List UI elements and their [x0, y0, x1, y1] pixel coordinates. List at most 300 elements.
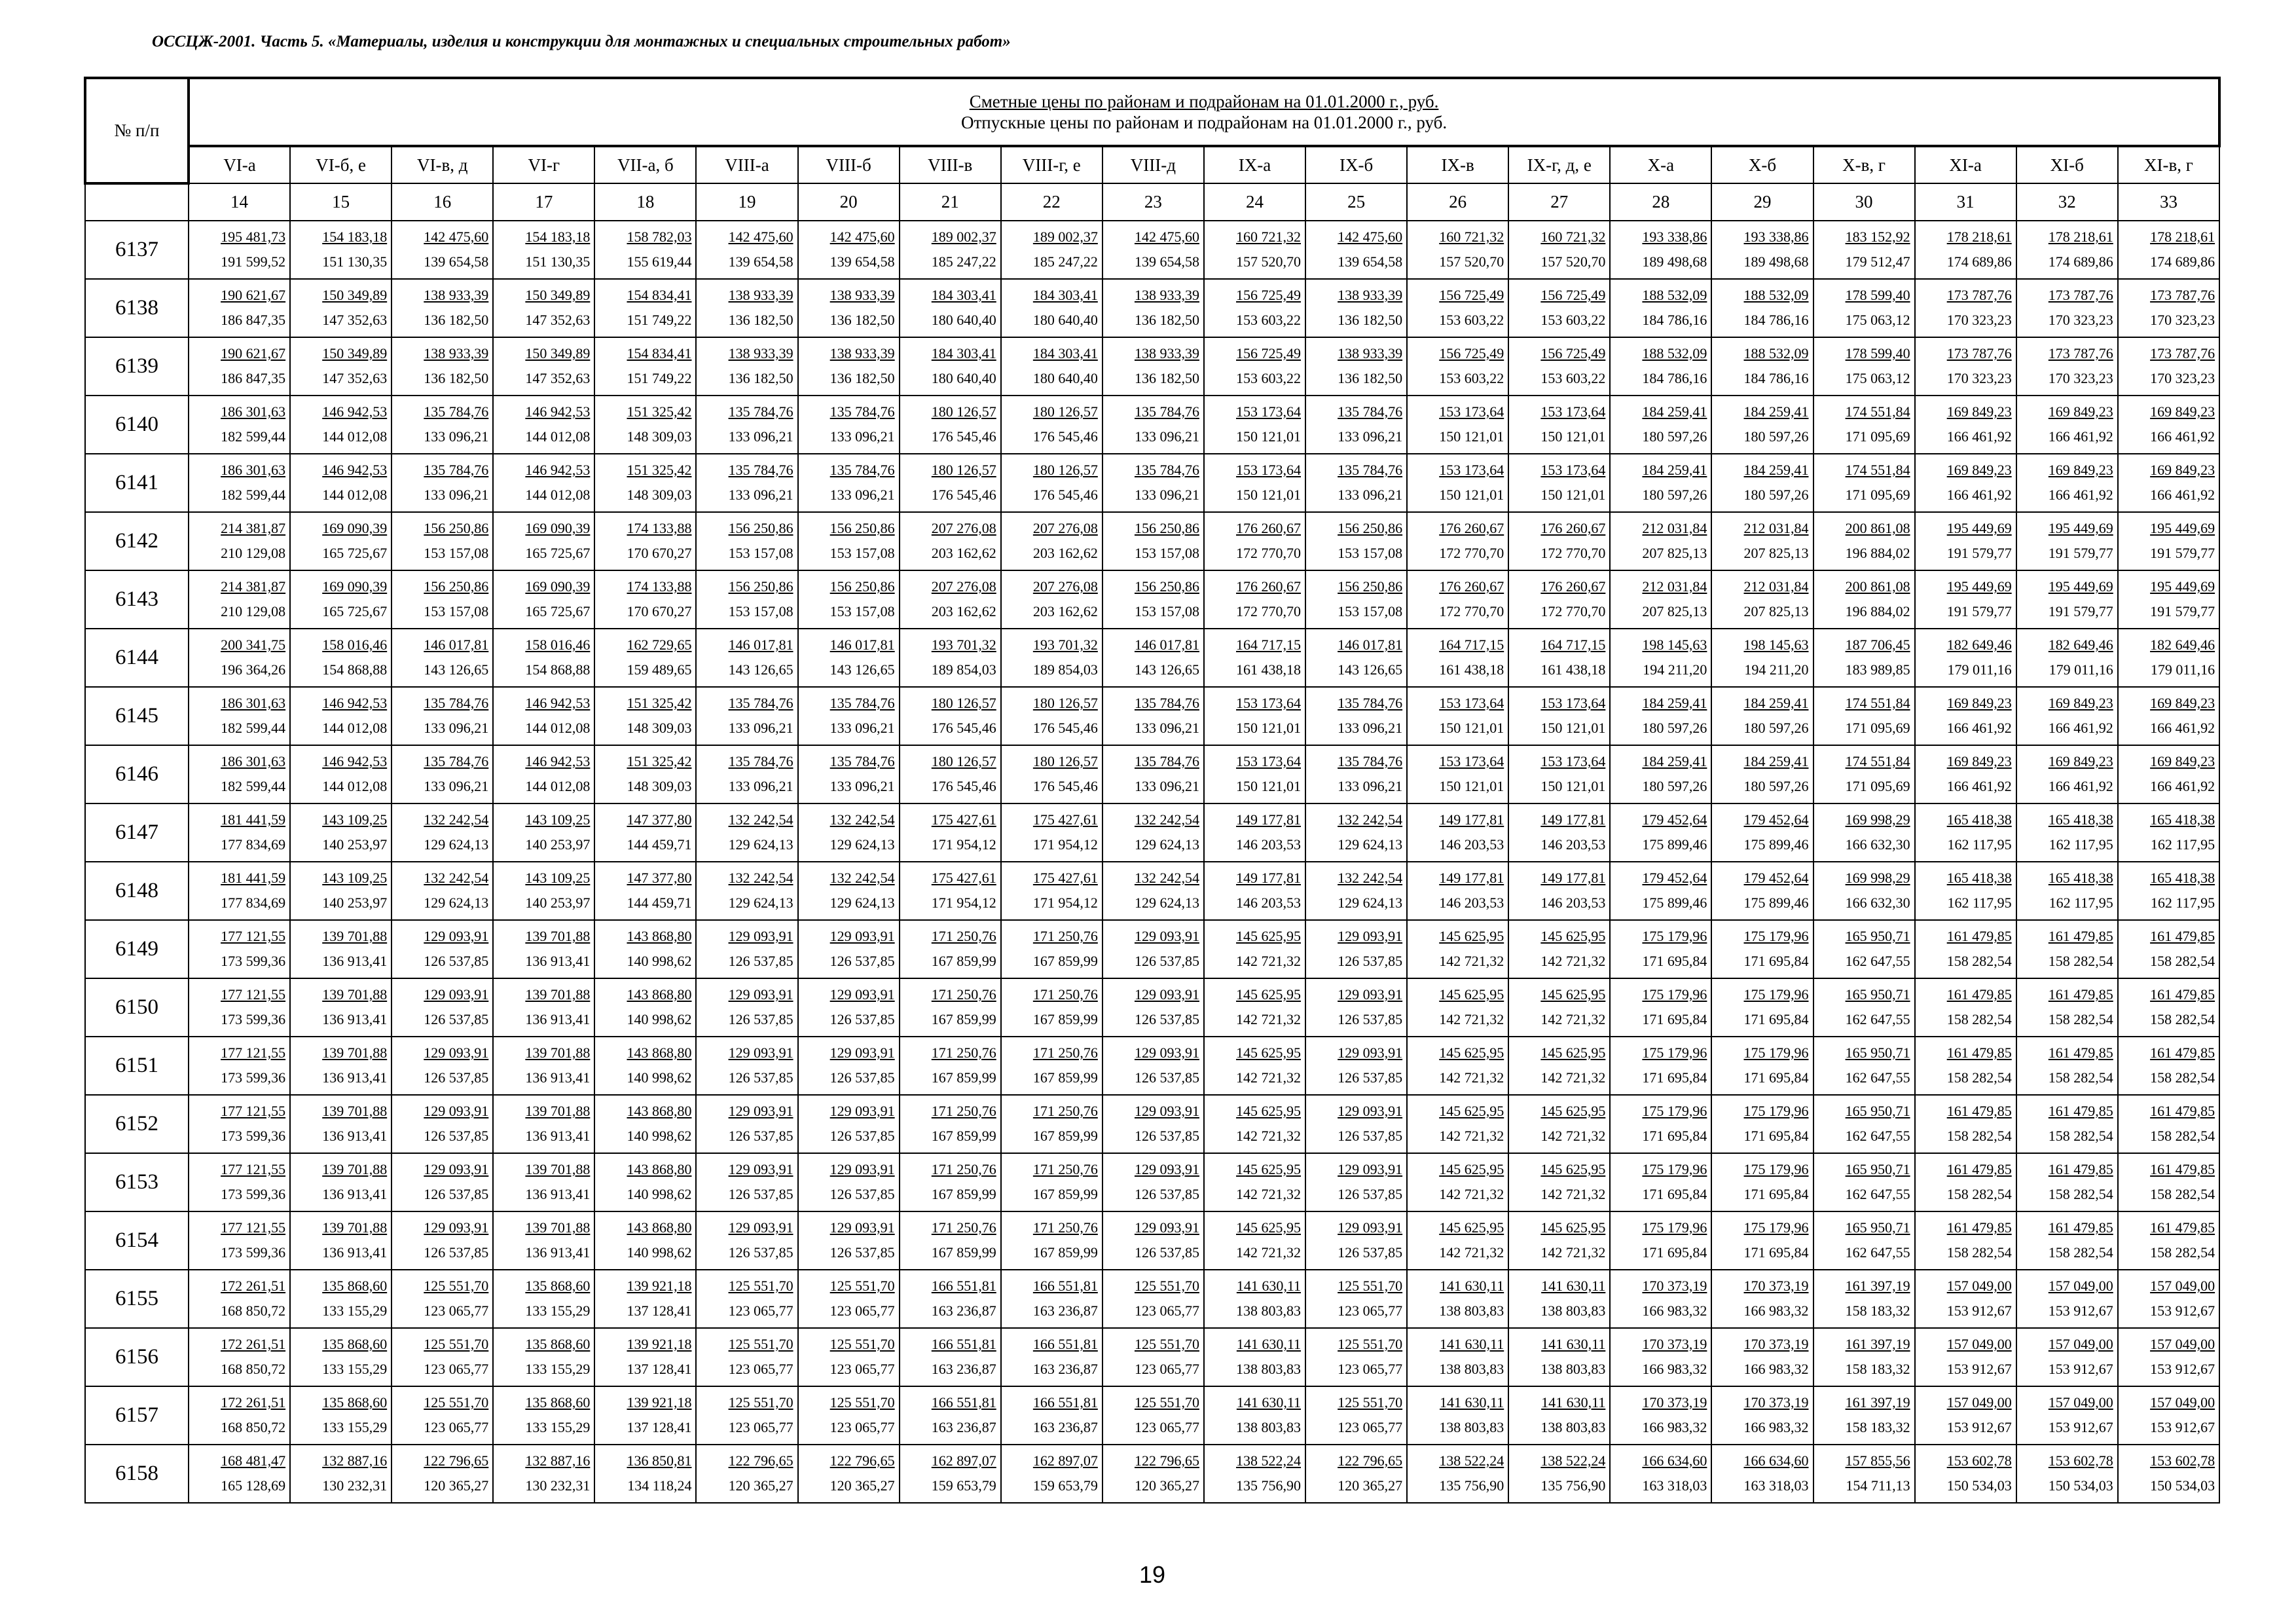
release-price: 133 096,21: [728, 778, 793, 794]
estimate-price: 142 475,60: [1134, 229, 1199, 245]
release-price: 180 597,26: [1642, 487, 1707, 503]
price-cell: [2118, 396, 2219, 454]
price-cell: [798, 1445, 900, 1503]
release-price: 123 065,77: [1338, 1302, 1403, 1319]
estimate-price: 138 933,39: [1134, 287, 1199, 303]
price-cell: [189, 454, 290, 512]
estimate-price: 125 551,70: [424, 1394, 489, 1411]
estimate-price: 141 630,11: [1541, 1278, 1606, 1294]
estimate-price: 135 784,76: [728, 753, 793, 769]
price-cell: [1508, 512, 1610, 570]
release-price: 137 128,41: [627, 1361, 692, 1377]
release-price: 126 537,85: [728, 1011, 793, 1027]
release-price: 126 537,85: [424, 1244, 489, 1261]
release-price: 158 282,54: [1946, 1069, 2012, 1086]
release-price: 175 899,46: [1743, 836, 1809, 853]
release-price: 163 236,87: [1032, 1361, 1098, 1377]
release-price: 153 157,08: [1134, 545, 1199, 561]
release-price: 203 162,62: [1032, 603, 1098, 619]
estimate-price: 138 933,39: [1338, 345, 1403, 361]
estimate-price: 187 706,45: [1845, 637, 1910, 653]
estimate-price: 171 250,76: [1032, 928, 1098, 944]
estimate-price: 184 259,41: [1642, 462, 1707, 478]
price-cell: [1001, 1445, 1102, 1503]
release-price: 191 579,77: [1946, 545, 2012, 561]
price-cell: [798, 279, 900, 337]
price-cell: [900, 1037, 1001, 1095]
price-cell: [189, 1445, 290, 1503]
price-cell: [1508, 1095, 1610, 1153]
estimate-price: 180 126,57: [1032, 753, 1098, 769]
release-price: 173 599,36: [221, 1128, 286, 1144]
price-cell: [798, 687, 900, 745]
release-price: 154 868,88: [525, 661, 591, 678]
table-row: [85, 687, 2219, 745]
price-cell: [1305, 1386, 1407, 1445]
price-cell: [1711, 570, 1813, 629]
estimate-price: 174 551,84: [1845, 462, 1910, 478]
price-cell: [1102, 1095, 1204, 1153]
estimate-price: 138 933,39: [1338, 287, 1403, 303]
release-price: 120 365,27: [1134, 1477, 1199, 1494]
price-cell: [594, 1211, 696, 1270]
row-number: 6156: [85, 1328, 189, 1386]
price-cell: [1610, 279, 1711, 337]
release-price: 133 155,29: [322, 1361, 388, 1377]
estimate-price: 125 551,70: [829, 1278, 895, 1294]
estimate-price: 169 090,39: [525, 578, 591, 595]
price-cell: [1610, 803, 1711, 862]
price-cell: [1508, 1445, 1610, 1503]
release-price: 136 913,41: [525, 953, 591, 969]
row-number: 6137: [85, 221, 189, 279]
estimate-price: 158 782,03: [627, 229, 692, 245]
price-cell: [2016, 1037, 2118, 1095]
release-prices-caption: Отпускные цены по районам и подрайонам на 01.01.2000 г., руб.: [960, 113, 1448, 132]
release-price: 129 624,13: [1134, 836, 1199, 853]
estimate-price: 162 897,07: [931, 1452, 996, 1469]
price-cell: [392, 1445, 493, 1503]
estimate-price: 143 109,25: [525, 811, 591, 828]
release-price: 163 318,03: [1642, 1477, 1707, 1494]
release-price: 162 647,55: [1845, 1244, 1910, 1261]
price-cell: [1102, 1328, 1204, 1386]
release-price: 140 998,62: [627, 1244, 692, 1261]
price-cell: [1711, 396, 1813, 454]
price-cell: [290, 920, 392, 978]
row-number: 6144: [85, 629, 189, 687]
estimate-price: 182 649,46: [1946, 637, 2012, 653]
price-cell: [2118, 512, 2219, 570]
release-price: 182 599,44: [221, 428, 286, 445]
table-row: [85, 396, 2219, 454]
estimate-price: 171 250,76: [1032, 1219, 1098, 1236]
release-price: 133 155,29: [525, 1361, 591, 1377]
price-cell: [1204, 1095, 1305, 1153]
price-cell: [2118, 920, 2219, 978]
release-price: 175 063,12: [1845, 312, 1910, 328]
price-cell: [2118, 1270, 2219, 1328]
column-index: 15: [290, 183, 392, 221]
price-cell: [189, 745, 290, 803]
release-price: 191 579,77: [1946, 603, 2012, 619]
estimate-price: 176 260,67: [1540, 578, 1606, 595]
estimate-price: 135 784,76: [1338, 403, 1403, 420]
release-price: 120 365,27: [728, 1477, 793, 1494]
price-cell: [1711, 454, 1813, 512]
release-price: 150 121,01: [1540, 428, 1606, 445]
release-price: 184 786,16: [1743, 312, 1809, 328]
estimate-price: 143 868,80: [627, 1044, 692, 1061]
column-index-blank: [85, 183, 189, 221]
region-header: IX-б: [1305, 146, 1407, 183]
estimate-price: 207 276,08: [931, 578, 996, 595]
release-price: 133 096,21: [424, 487, 489, 503]
release-price: 138 803,83: [1540, 1361, 1606, 1377]
estimate-price: 181 441,59: [221, 811, 286, 828]
release-price: 173 599,36: [221, 953, 286, 969]
estimate-price: 161 479,85: [1946, 1044, 2012, 1061]
release-price: 133 096,21: [728, 720, 793, 736]
price-cell: [594, 1095, 696, 1153]
release-price: 158 183,32: [1845, 1302, 1910, 1319]
estimate-price: 157 049,00: [2150, 1394, 2215, 1411]
release-price: 175 063,12: [1845, 370, 1910, 386]
estimate-price: 173 787,76: [2048, 287, 2113, 303]
release-price: 179 512,47: [1845, 253, 1910, 270]
release-price: 126 537,85: [728, 1244, 793, 1261]
price-cell: [1915, 920, 2016, 978]
release-price: 148 309,03: [627, 487, 692, 503]
release-price: 151 749,22: [627, 370, 692, 386]
estimate-price: 166 634,60: [1642, 1452, 1707, 1469]
release-price: 168 850,72: [221, 1419, 286, 1435]
release-price: 167 859,99: [931, 1011, 996, 1027]
estimate-price: 169 090,39: [525, 520, 591, 536]
page-number: 19: [1139, 1561, 1166, 1588]
release-price: 136 913,41: [525, 1244, 591, 1261]
estimate-price: 193 701,32: [1032, 637, 1098, 653]
price-cell: [1102, 629, 1204, 687]
release-price: 123 065,77: [829, 1419, 895, 1435]
estimate-price: 170 373,19: [1642, 1394, 1707, 1411]
release-price: 158 282,54: [1946, 1128, 2012, 1144]
release-price: 126 537,85: [829, 1244, 895, 1261]
estimate-price: 176 260,67: [1439, 578, 1504, 595]
release-price: 175 899,46: [1642, 836, 1707, 853]
row-number: 6143: [85, 570, 189, 629]
estimate-price: 135 784,76: [829, 695, 895, 711]
release-price: 153 912,67: [2048, 1302, 2113, 1319]
estimate-price: 156 725,49: [1236, 345, 1302, 361]
price-cell: [900, 1328, 1001, 1386]
estimate-price: 129 093,91: [1338, 1161, 1403, 1177]
release-price: 139 654,58: [829, 253, 895, 270]
price-cell: [696, 279, 797, 337]
estimate-price: 149 177,81: [1540, 870, 1606, 886]
estimate-price: 143 868,80: [627, 928, 692, 944]
price-cell: [290, 1211, 392, 1270]
price-cell: [1711, 512, 1813, 570]
price-cell: [1001, 1095, 1102, 1153]
price-cell: [2118, 687, 2219, 745]
price-cell: [1610, 978, 1711, 1037]
estimate-price: 138 933,39: [728, 287, 793, 303]
price-cell: [1001, 570, 1102, 629]
release-price: 166 461,92: [2150, 778, 2215, 794]
price-cell: [493, 396, 594, 454]
estimate-price: 207 276,08: [1032, 520, 1098, 536]
estimate-price: 122 796,65: [829, 1452, 895, 1469]
release-price: 146 203,53: [1540, 895, 1606, 911]
release-price: 129 624,13: [1134, 895, 1199, 911]
price-cell: [493, 920, 594, 978]
release-price: 170 323,23: [1946, 370, 2012, 386]
region-header: VI-б, е: [290, 146, 392, 183]
price-cell: [1915, 1445, 2016, 1503]
release-price: 142 721,32: [1439, 1069, 1504, 1086]
price-cell: [594, 1328, 696, 1386]
release-price: 142 721,32: [1540, 1244, 1606, 1261]
column-index: 28: [1610, 183, 1711, 221]
estimate-price: 129 093,91: [1338, 1103, 1403, 1119]
estimate-price: 177 121,55: [221, 1161, 286, 1177]
estimate-price: 180 126,57: [931, 462, 996, 478]
release-price: 123 065,77: [1134, 1302, 1199, 1319]
row-number: 6151: [85, 1037, 189, 1095]
release-price: 194 211,20: [1643, 661, 1707, 678]
price-cell: [900, 337, 1001, 396]
estimate-price: 146 017,81: [424, 637, 489, 653]
estimate-price: 166 551,81: [931, 1336, 996, 1352]
estimate-price: 146 017,81: [1338, 637, 1403, 653]
release-price: 167 859,99: [1032, 1069, 1098, 1086]
price-cell: [900, 629, 1001, 687]
price-cell: [1305, 745, 1407, 803]
estimate-price: 156 250,86: [424, 578, 489, 595]
estimate-price: 145 625,95: [1540, 1161, 1606, 1177]
table-row: [85, 570, 2219, 629]
estimate-price: 129 093,91: [1134, 1103, 1199, 1119]
price-cell: [798, 1211, 900, 1270]
release-price: 174 689,86: [1946, 253, 2012, 270]
price-cell: [798, 1095, 900, 1153]
release-price: 136 913,41: [525, 1069, 591, 1086]
column-index: 21: [900, 183, 1001, 221]
estimate-price: 153 173,64: [1540, 753, 1606, 769]
price-cell: [1102, 1386, 1204, 1445]
price-cell: [1915, 1037, 2016, 1095]
price-cell: [1508, 1037, 1610, 1095]
release-price: 153 157,08: [1134, 603, 1199, 619]
release-price: 171 095,69: [1845, 778, 1910, 794]
estimate-price: 188 532,09: [1642, 287, 1707, 303]
release-price: 138 803,83: [1236, 1361, 1302, 1377]
price-cell: [1813, 978, 1915, 1037]
release-price: 150 121,01: [1236, 720, 1302, 736]
estimate-price: 142 475,60: [728, 229, 793, 245]
price-cell: [798, 862, 900, 920]
release-price: 133 155,29: [322, 1302, 388, 1319]
price-cell: [798, 745, 900, 803]
price-cell: [798, 1153, 900, 1211]
price-cell: [1610, 1153, 1711, 1211]
release-price: 186 847,35: [221, 370, 286, 386]
price-table: [84, 77, 2221, 1504]
estimate-price: 165 418,38: [2048, 870, 2113, 886]
price-cell: [1813, 1037, 1915, 1095]
estimate-price: 138 933,39: [829, 287, 895, 303]
release-price: 153 912,67: [2150, 1302, 2215, 1319]
release-price: 150 121,01: [1439, 720, 1504, 736]
price-cell: [189, 279, 290, 337]
price-cell: [290, 1270, 392, 1328]
estimate-price: 179 452,64: [1642, 870, 1707, 886]
estimate-price: 142 475,60: [424, 229, 489, 245]
price-cell: [1915, 1095, 2016, 1153]
release-price: 168 850,72: [221, 1302, 286, 1319]
release-price: 184 786,16: [1642, 370, 1707, 386]
estimate-price: 165 950,71: [1845, 1219, 1910, 1236]
price-cell: [1915, 396, 2016, 454]
price-cell: [1204, 1153, 1305, 1211]
estimate-price: 200 341,75: [221, 637, 286, 653]
region-header: XI-б: [2016, 146, 2118, 183]
estimate-price: 125 551,70: [1134, 1336, 1199, 1352]
price-cell: [2118, 745, 2219, 803]
price-cell: [900, 1386, 1001, 1445]
estimate-price: 188 532,09: [1743, 345, 1809, 361]
price-cell: [1711, 1153, 1813, 1211]
release-price: 136 913,41: [525, 1186, 591, 1202]
estimate-price: 180 126,57: [1032, 462, 1098, 478]
release-price: 140 253,97: [525, 836, 591, 853]
release-price: 123 065,77: [829, 1361, 895, 1377]
release-price: 126 537,85: [1338, 1186, 1403, 1202]
estimate-price: 125 551,70: [1338, 1278, 1403, 1294]
price-cell: [1001, 978, 1102, 1037]
release-price: 162 647,55: [1845, 953, 1910, 969]
price-cell: [2118, 1328, 2219, 1386]
release-price: 207 825,13: [1642, 545, 1707, 561]
release-price: 136 182,50: [424, 370, 489, 386]
estimate-price: 132 242,54: [1338, 870, 1403, 886]
estimate-price: 143 109,25: [525, 870, 591, 886]
release-price: 126 537,85: [728, 1069, 793, 1086]
price-cell: [798, 337, 900, 396]
release-price: 140 998,62: [627, 1011, 692, 1027]
table-row: [85, 454, 2219, 512]
estimate-price: 146 017,81: [728, 637, 793, 653]
price-cell: [798, 454, 900, 512]
price-cell: [392, 629, 493, 687]
row-number: 6152: [85, 1095, 189, 1153]
price-cell: [696, 221, 797, 279]
estimate-price: 157 049,00: [1946, 1278, 2012, 1294]
price-cell: [1813, 337, 1915, 396]
price-cell: [2016, 221, 2118, 279]
release-price: 151 749,22: [627, 312, 692, 328]
estimate-price: 145 625,95: [1540, 986, 1606, 1003]
release-price: 189 498,68: [1743, 253, 1809, 270]
estimate-price: 156 250,86: [829, 520, 895, 536]
estimate-price: 145 625,95: [1540, 1103, 1606, 1119]
release-price: 129 624,13: [829, 895, 895, 911]
price-cell: [1305, 454, 1407, 512]
release-price: 166 461,92: [1946, 487, 2012, 503]
release-price: 171 695,84: [1743, 1069, 1809, 1086]
release-price: 171 695,84: [1743, 1128, 1809, 1144]
price-cell: [1915, 279, 2016, 337]
price-cell: [189, 803, 290, 862]
price-cell: [594, 1445, 696, 1503]
price-cell: [594, 745, 696, 803]
estimate-price: 156 250,86: [1338, 520, 1403, 536]
price-cell: [1915, 454, 2016, 512]
release-price: 207 825,13: [1743, 603, 1809, 619]
release-price: 207 825,13: [1642, 603, 1707, 619]
estimate-price: 166 634,60: [1743, 1452, 1809, 1469]
estimate-price: 162 897,07: [1032, 1452, 1098, 1469]
price-cell: [798, 1037, 900, 1095]
estimate-price: 153 173,64: [1236, 695, 1302, 711]
release-price: 173 599,36: [221, 1244, 286, 1261]
price-cell: [1407, 1095, 1508, 1153]
release-price: 165 725,67: [525, 545, 591, 561]
estimate-price: 178 599,40: [1845, 287, 1910, 303]
estimate-price: 188 532,09: [1642, 345, 1707, 361]
estimate-price: 161 397,19: [1845, 1278, 1910, 1294]
release-price: 191 579,77: [2048, 545, 2113, 561]
release-price: 136 182,50: [1134, 370, 1199, 386]
release-price: 179 011,16: [2049, 661, 2113, 678]
release-price: 210 129,08: [221, 603, 286, 619]
release-price: 143 126,65: [424, 661, 489, 678]
release-price: 123 065,77: [1134, 1361, 1199, 1377]
region-header: IX-г, д, е: [1508, 146, 1610, 183]
region-header: VIII-а: [696, 146, 797, 183]
release-price: 138 803,83: [1439, 1419, 1504, 1435]
price-cell: [392, 920, 493, 978]
estimate-price: 156 250,86: [424, 520, 489, 536]
estimate-price: 156 250,86: [728, 520, 793, 536]
estimate-price: 129 093,91: [829, 928, 895, 944]
release-price: 136 182,50: [1134, 312, 1199, 328]
estimate-price: 165 950,71: [1845, 1161, 1910, 1177]
price-cell: [1407, 512, 1508, 570]
region-header: VIII-г, е: [1001, 146, 1102, 183]
release-price: 153 912,67: [2150, 1361, 2215, 1377]
estimate-price: 138 522,24: [1236, 1452, 1302, 1469]
release-price: 146 203,53: [1439, 836, 1504, 853]
estimate-price: 161 479,85: [1946, 1219, 2012, 1236]
price-cell: [493, 512, 594, 570]
estimate-price: 177 121,55: [221, 928, 286, 944]
estimate-price: 182 649,46: [2150, 637, 2215, 653]
release-price: 167 859,99: [1032, 953, 1098, 969]
release-price: 126 537,85: [829, 953, 895, 969]
estimate-price: 165 418,38: [1946, 870, 2012, 886]
estimate-price: 156 725,49: [1540, 287, 1606, 303]
price-cell: [1813, 221, 1915, 279]
price-cell: [189, 1270, 290, 1328]
estimate-price: 162 729,65: [627, 637, 692, 653]
release-price: 140 998,62: [627, 953, 692, 969]
release-price: 144 459,71: [627, 836, 692, 853]
price-cell: [1610, 570, 1711, 629]
release-price: 142 721,32: [1540, 1186, 1606, 1202]
estimate-price: 129 093,91: [1338, 928, 1403, 944]
